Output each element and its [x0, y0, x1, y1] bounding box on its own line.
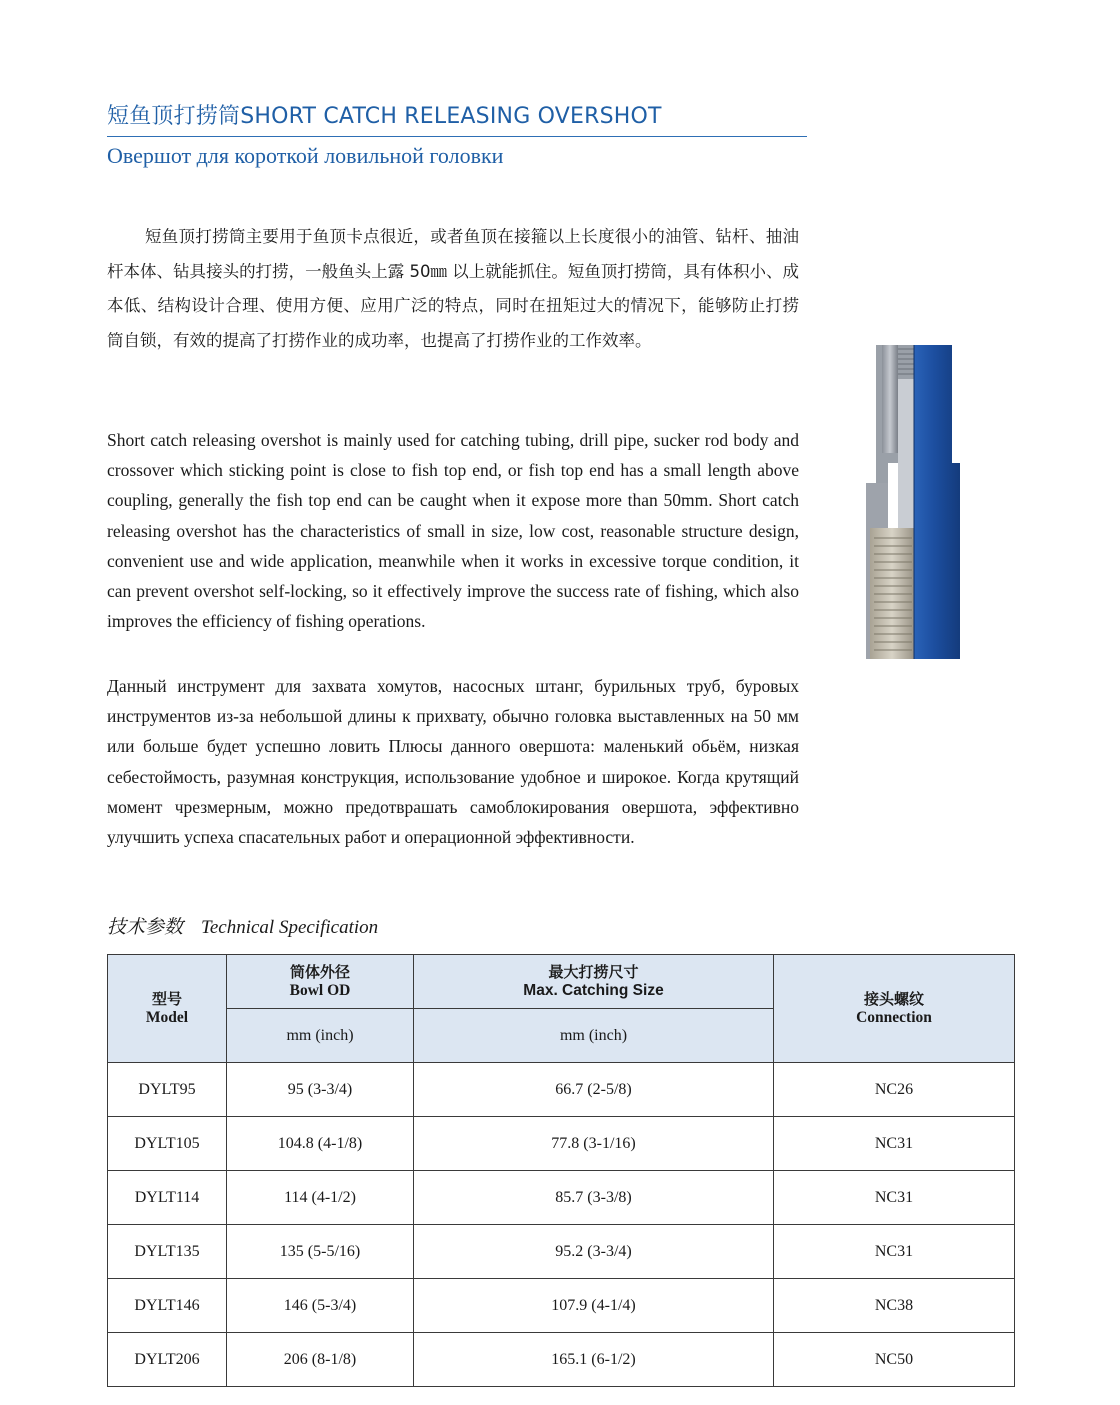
cell-max-catching-size: 77.8 (3-1/16)	[414, 1117, 774, 1171]
header-bowl-od: 筒体外径 Bowl OD	[227, 955, 414, 1009]
cell-max-catching-size: 66.7 (2-5/8)	[414, 1063, 774, 1117]
page-title: 短鱼顶打捞筒SHORT CATCH RELEASING OVERSHOT	[107, 104, 662, 129]
overshot-cutaway-illustration	[864, 343, 964, 661]
cell-bowl-od: 95 (3-3/4)	[227, 1063, 414, 1117]
header-connection: 接头螺纹 Connection	[774, 955, 1015, 1063]
unit-max-catching-size: mm (inch)	[414, 1009, 774, 1063]
cell-max-catching-size: 85.7 (3-3/8)	[414, 1171, 774, 1225]
description-en: Short catch releasing overshot is mainly used for catching tubing, drill pipe, sucker rod body and crossover which sticking point is close to fish top end, or fish top end has a small length above coupling, generally the fish top end can be caught when it expose more than 50mm. Short catch releasing overshot has the characteristics of small in size, low cost, reasonable structure design, convenient use and wide application, meanwhile when it works in excessive torque condition, it can prevent overshot self-locking, so it effectively improve the success rate of fishing, which also improves the efficiency of fishing operations.	[107, 430, 799, 632]
cell-model: DYLT95	[108, 1063, 227, 1117]
spec-heading-en: Technical Specification	[201, 917, 379, 938]
cell-bowl-od: 146 (5-3/4)	[227, 1279, 414, 1333]
description-ru: Данный инструмент для захвата хомутов, насосных штанг, бурильных труб, буровых инструментов из-за небольшой длины к прихвату, обычно головка выставленных на 50 мм или больше будет успешно ловить Плюсы данного овершота: маленький обьём, низкая себестоймость, разумная конструкция, использование удобное и широкое. Когда крутящий момент чрезмерным, можно предотврашать самоблокирования овершота, эффективно улучшить успеха спасательных работ и операционной эффективности.	[107, 676, 799, 848]
cell-bowl-od: 114 (4-1/2)	[227, 1171, 414, 1225]
title-divider	[107, 136, 807, 137]
page-subtitle-ru: Овершот для короткой ловильной головки	[107, 143, 504, 168]
table-row	[108, 1171, 1015, 1225]
cell-max-catching-size: 95.2 (3-3/4)	[414, 1225, 774, 1279]
cell-model: DYLT135	[108, 1225, 227, 1279]
cell-connection: NC50	[774, 1333, 1015, 1387]
table-row	[108, 1279, 1015, 1333]
cell-bowl-od: 206 (8-1/8)	[227, 1333, 414, 1387]
cell-bowl-od: 104.8 (4-1/8)	[227, 1117, 414, 1171]
cell-model: DYLT105	[108, 1117, 227, 1171]
table-row	[108, 1063, 1015, 1117]
cell-model: DYLT206	[108, 1333, 227, 1387]
header-model: 型号 Model	[108, 955, 227, 1063]
table-row	[108, 1225, 1015, 1279]
spec-heading	[107, 913, 507, 942]
header-max-catching-size: 最大打捞尺寸 Max. Catching Size	[414, 955, 774, 1009]
cell-connection: NC31	[774, 1171, 1015, 1225]
cell-connection: NC38	[774, 1279, 1015, 1333]
spec-heading-cn: 技术参数	[107, 916, 184, 938]
cell-connection: NC31	[774, 1117, 1015, 1171]
cell-connection: NC31	[774, 1225, 1015, 1279]
cell-max-catching-size: 107.9 (4-1/4)	[414, 1279, 774, 1333]
table-row	[108, 1333, 1015, 1387]
cell-connection: NC26	[774, 1063, 1015, 1117]
description-cn: 短鱼顶打捞筒主要用于鱼顶卡点很近，或者鱼顶在接箍以上长度很小的油管、钻杆、抽油杆本体、钻具接头的打捞，一般鱼头上露 50㎜ 以上就能抓住。短鱼顶打捞筒，具有体积小、成本低、结构设计合理、使用方便、应用广泛的特点，同时在扭矩过大的情况下，能够防止打捞筒自锁，有效的提高了打捞作业的成功率，也提高了打捞作业的工作效率。	[107, 227, 799, 350]
unit-bowl-od: mm (inch)	[227, 1009, 414, 1063]
spec-header-row	[108, 955, 1015, 1009]
cell-model: DYLT114	[108, 1171, 227, 1225]
spec-table	[107, 954, 1015, 1387]
cell-max-catching-size: 165.1 (6-1/2)	[414, 1333, 774, 1387]
cell-bowl-od: 135 (5-5/16)	[227, 1225, 414, 1279]
cell-model: DYLT146	[108, 1279, 227, 1333]
table-row	[108, 1117, 1015, 1171]
